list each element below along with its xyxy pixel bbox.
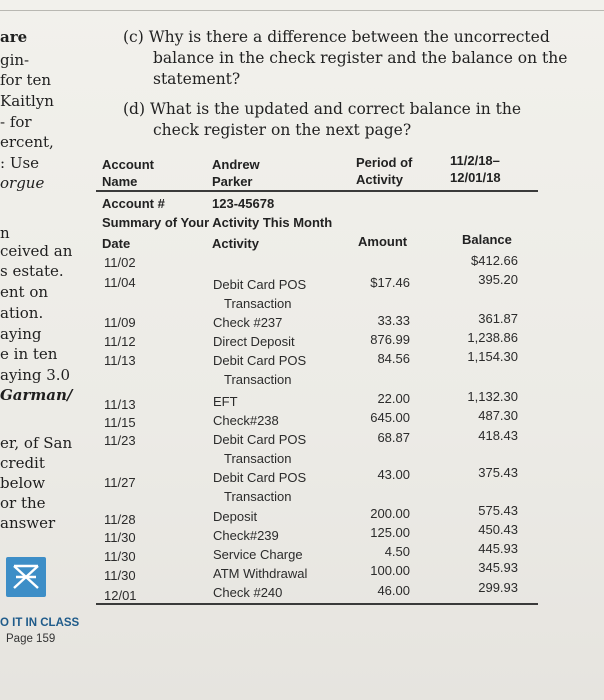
margin-line: - for bbox=[0, 113, 32, 131]
margin-line: ation. bbox=[0, 304, 44, 322]
row-amount: 84.56 bbox=[377, 351, 410, 366]
row-balance: 575.43 bbox=[478, 503, 518, 518]
row-balance: 299.93 bbox=[478, 580, 518, 595]
period-value: 12/01/18 bbox=[450, 170, 501, 185]
row-balance: 1,132.30 bbox=[467, 389, 518, 404]
row-amount: 68.87 bbox=[377, 430, 410, 445]
margin-line: orgue bbox=[0, 174, 45, 192]
row-date: 11/15 bbox=[104, 415, 136, 430]
row-amount: 43.00 bbox=[377, 467, 410, 482]
row-balance: 1,154.30 bbox=[467, 349, 518, 364]
row-activity: Debit Card POS bbox=[213, 353, 307, 368]
page-label: Page 159 bbox=[6, 633, 56, 645]
margin-line: : Use bbox=[0, 154, 40, 172]
account-name-value: Parker bbox=[212, 174, 253, 189]
row-date: 11/09 bbox=[104, 315, 136, 330]
row-date: 11/13 bbox=[104, 353, 136, 368]
summary-title: Summary of Your Activity This Month bbox=[102, 215, 333, 230]
period-value: 11/2/18– bbox=[450, 153, 500, 168]
row-amount: 200.00 bbox=[370, 506, 410, 521]
account-name-value: Andrew bbox=[212, 157, 260, 172]
row-amount: 46.00 bbox=[377, 583, 410, 598]
account-number-value: 123-45678 bbox=[212, 196, 275, 211]
class-label: O IT IN CLASS bbox=[0, 617, 80, 629]
row-activity: Check#239 bbox=[213, 528, 279, 543]
row-date: 11/30 bbox=[104, 568, 136, 583]
row-activity: Check #237 bbox=[213, 315, 283, 330]
row-activity: Debit Card POS bbox=[213, 432, 307, 447]
footer-rule bbox=[96, 603, 538, 605]
column-amount: Amount bbox=[358, 234, 408, 249]
account-number-label: Account # bbox=[102, 196, 165, 211]
row-date: 11/02 bbox=[104, 255, 136, 270]
top-divider bbox=[0, 10, 604, 11]
column-date: Date bbox=[102, 236, 131, 251]
row-amount: 125.00 bbox=[370, 525, 410, 540]
margin-line: aying bbox=[0, 325, 42, 343]
account-name-label: Account bbox=[102, 157, 154, 172]
question-c-line: statement? bbox=[153, 70, 241, 88]
header-rule bbox=[96, 190, 538, 192]
row-date: 11/12 bbox=[104, 334, 136, 349]
row-balance: 418.43 bbox=[478, 428, 518, 443]
margin-line: ent on bbox=[0, 283, 49, 301]
question-d-line: check register on the next page? bbox=[153, 121, 412, 139]
margin-line: credit bbox=[0, 454, 45, 472]
margin-line: aying 3.0 bbox=[0, 366, 71, 384]
question-d-line: (d) What is the updated and correct balance in the bbox=[123, 100, 522, 118]
row-activity: Deposit bbox=[213, 509, 258, 524]
margin-line: er, of San bbox=[0, 434, 73, 452]
row-date: 11/30 bbox=[104, 549, 136, 564]
row-amount: $17.46 bbox=[370, 275, 410, 290]
margin-line: answer bbox=[0, 514, 56, 532]
row-activity: Transaction bbox=[224, 451, 292, 466]
row-activity: ATM Withdrawal bbox=[213, 566, 308, 581]
row-balance: 345.93 bbox=[478, 560, 518, 575]
question-c-line: (c) Why is there a difference between the uncorrected bbox=[123, 28, 550, 46]
row-activity: EFT bbox=[213, 394, 238, 409]
row-activity: Check#238 bbox=[213, 413, 279, 428]
period-label: Period of bbox=[356, 155, 413, 170]
margin-line: gin- bbox=[0, 51, 30, 69]
row-balance: 1,238.86 bbox=[467, 330, 518, 345]
row-amount: 645.00 bbox=[370, 410, 410, 425]
row-amount: 876.99 bbox=[370, 332, 410, 347]
row-balance: 445.93 bbox=[478, 541, 518, 556]
row-balance: $412.66 bbox=[471, 253, 518, 268]
row-activity: Check #240 bbox=[213, 585, 283, 600]
margin-line: for ten bbox=[0, 71, 52, 89]
margin-line: or the bbox=[0, 494, 46, 512]
margin-line: Kaitlyn bbox=[0, 92, 54, 110]
period-label: Activity bbox=[356, 172, 403, 187]
margin-line: below bbox=[0, 474, 46, 492]
row-date: 11/28 bbox=[104, 512, 136, 527]
margin-line: n bbox=[0, 224, 10, 242]
easel-icon bbox=[6, 557, 46, 597]
margin-line: ercent, bbox=[0, 133, 54, 151]
margin-line: s estate. bbox=[0, 262, 64, 280]
account-name-label: Name bbox=[102, 174, 138, 189]
row-date: 11/27 bbox=[104, 475, 136, 490]
column-balance: Balance bbox=[462, 232, 512, 247]
row-amount: 33.33 bbox=[377, 313, 410, 328]
margin-line: e in ten bbox=[0, 345, 58, 363]
column-activity: Activity bbox=[212, 236, 259, 251]
row-activity: Transaction bbox=[224, 489, 292, 504]
row-amount: 22.00 bbox=[377, 391, 410, 406]
question-c-line: balance in the check register and the balance on the bbox=[153, 49, 568, 67]
row-amount: 100.00 bbox=[370, 563, 410, 578]
row-balance: 375.43 bbox=[478, 465, 518, 480]
row-activity: Debit Card POS bbox=[213, 470, 307, 485]
row-date: 12/01 bbox=[104, 588, 137, 603]
row-amount: 4.50 bbox=[384, 544, 410, 559]
row-activity: Debit Card POS bbox=[213, 277, 307, 292]
row-date: 11/23 bbox=[104, 433, 136, 448]
row-balance: 450.43 bbox=[478, 522, 518, 537]
margin-line: are bbox=[0, 28, 28, 46]
row-activity: Transaction bbox=[224, 372, 292, 387]
margin-line: Garman/ bbox=[0, 386, 73, 404]
row-balance: 487.30 bbox=[478, 408, 518, 423]
row-activity: Direct Deposit bbox=[213, 334, 295, 349]
row-date: 11/30 bbox=[104, 530, 136, 545]
row-activity: Service Charge bbox=[213, 547, 303, 562]
row-date: 11/13 bbox=[104, 397, 136, 412]
row-balance: 361.87 bbox=[478, 311, 518, 326]
row-balance: 395.20 bbox=[478, 272, 518, 287]
row-date: 11/04 bbox=[104, 275, 136, 290]
row-activity: Transaction bbox=[224, 296, 292, 311]
margin-line: ceived an bbox=[0, 242, 73, 260]
